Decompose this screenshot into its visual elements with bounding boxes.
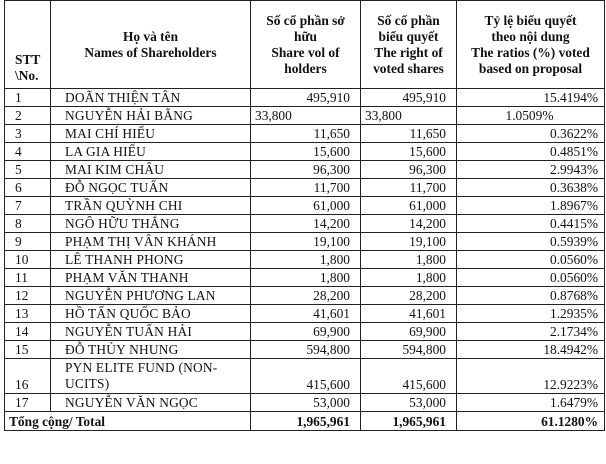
row-number: 14 [5, 323, 51, 341]
row-number: 6 [5, 179, 51, 197]
voting-ratio: 1.0509% [457, 107, 605, 125]
row-number: 12 [5, 287, 51, 305]
header-shares-line2: hữu [294, 28, 317, 44]
header-stt [5, 1, 51, 89]
shareholder-name: LÊ THANH PHONG [51, 251, 251, 269]
shareholder-table [4, 0, 605, 431]
table-row [5, 323, 605, 341]
voting-shares: 415,600 [361, 359, 457, 394]
voting-shares: 96,300 [361, 161, 457, 179]
voting-shares: 1,800 [361, 251, 457, 269]
table-row [5, 394, 605, 412]
header-votes-line2: biểu quyết [378, 28, 439, 44]
share-volume: 61,000 [251, 197, 361, 215]
voting-ratio: 0.4415% [457, 215, 605, 233]
table-row [5, 143, 605, 161]
table-row [5, 107, 605, 125]
share-volume: 53,000 [251, 394, 361, 412]
row-number: 11 [5, 269, 51, 287]
shareholder-name: ĐỖ NGỌC TUẤN [51, 179, 251, 197]
voting-shares: 1,800 [361, 269, 457, 287]
header-shares-line1: Số cổ phần sở [266, 12, 345, 28]
table-row [5, 161, 605, 179]
table-row [5, 125, 605, 143]
header-ratio-line2: theo nội dung [491, 28, 570, 44]
share-volume: 594,800 [251, 341, 361, 359]
header-votes-line1: Số cổ phần [377, 12, 440, 28]
shareholder-name: NGUYỄN VĂN NGỌC [51, 394, 251, 412]
shareholder-name: MAI KIM CHÂU [51, 161, 251, 179]
share-volume: 41,601 [251, 305, 361, 323]
voting-shares: 69,900 [361, 323, 457, 341]
shareholder-table-wrapper [4, 0, 604, 431]
voting-ratio: 1.6479% [457, 394, 605, 412]
header-ratio [457, 1, 605, 89]
voting-ratio: 0.4851% [457, 143, 605, 161]
table-row [5, 269, 605, 287]
voting-ratio: 2.9943% [457, 161, 605, 179]
row-number: 4 [5, 143, 51, 161]
row-number: 13 [5, 305, 51, 323]
header-shares-line4: holders [284, 60, 327, 76]
total-voting-shares: 1,965,961 [361, 412, 457, 431]
voting-shares: 495,910 [361, 89, 457, 107]
row-number: 2 [5, 107, 51, 125]
header-name [51, 1, 251, 89]
row-number: 1 [5, 89, 51, 107]
share-volume: 96,300 [251, 161, 361, 179]
shareholder-name: TRẦN QUỲNH CHI [51, 197, 251, 215]
shareholder-name: DOÃN THIỆN TÂN [51, 89, 251, 107]
shareholder-name: HỒ TẤN QUỐC BẢO [51, 305, 251, 323]
share-volume: 11,700 [251, 179, 361, 197]
table-row [5, 287, 605, 305]
table-row [5, 215, 605, 233]
table-row [5, 251, 605, 269]
total-label: Tổng cộng/ Total [5, 412, 251, 431]
header-ratio-line1: Tỷ lệ biểu quyết [484, 12, 577, 28]
row-number: 16 [5, 359, 51, 394]
header-stt-vi: STT [15, 52, 41, 67]
voting-ratio: 15.4194% [457, 89, 605, 107]
share-volume: 33,800 [251, 107, 361, 125]
shareholder-name: NGUYỄN PHƯƠNG LAN [51, 287, 251, 305]
table-row [5, 233, 605, 251]
header-shares [251, 1, 361, 89]
row-number: 5 [5, 161, 51, 179]
voting-shares: 594,800 [361, 341, 457, 359]
voting-shares: 28,200 [361, 287, 457, 305]
row-number: 8 [5, 215, 51, 233]
share-volume: 11,650 [251, 125, 361, 143]
voting-shares: 53,000 [361, 394, 457, 412]
table-row [5, 89, 605, 107]
voting-ratio: 12.9223% [457, 359, 605, 394]
voting-shares: 41,601 [361, 305, 457, 323]
row-number: 3 [5, 125, 51, 143]
shareholder-name: PHẠM VĂN THANH [51, 269, 251, 287]
voting-shares: 11,700 [361, 179, 457, 197]
voting-ratio: 18.4942% [457, 341, 605, 359]
header-ratio-line3: The ratios (%) voted [471, 44, 590, 60]
voting-shares: 33,800 [361, 107, 457, 125]
voting-ratio: 0.8768% [457, 287, 605, 305]
shareholder-name: NGUYỄN TUẤN HẢI [51, 323, 251, 341]
header-name-en: Names of Shareholders [84, 44, 217, 60]
voting-shares: 11,650 [361, 125, 457, 143]
shareholder-name: PYN ELITE FUND (NON-UCITS) [51, 359, 251, 394]
voting-ratio: 0.5939% [457, 233, 605, 251]
share-volume: 69,900 [251, 323, 361, 341]
shareholder-name: ĐỖ THỦY NHUNG [51, 341, 251, 359]
voting-ratio: 0.3638% [457, 179, 605, 197]
share-volume: 1,800 [251, 269, 361, 287]
row-number: 9 [5, 233, 51, 251]
share-volume: 415,600 [251, 359, 361, 394]
voting-shares: 15,600 [361, 143, 457, 161]
total-row [5, 412, 605, 431]
table-row [5, 179, 605, 197]
header-votes-line3: The right of [374, 44, 443, 60]
voting-ratio: 0.3622% [457, 125, 605, 143]
shareholder-name: NGÔ HỮU THẮNG [51, 215, 251, 233]
voting-shares: 19,100 [361, 233, 457, 251]
shareholder-name: NGUYỄN HẢI BẰNG [51, 107, 251, 125]
share-volume: 1,800 [251, 251, 361, 269]
voting-ratio: 2.1734% [457, 323, 605, 341]
share-volume: 14,200 [251, 215, 361, 233]
share-volume: 28,200 [251, 287, 361, 305]
share-volume: 15,600 [251, 143, 361, 161]
voting-ratio: 1.2935% [457, 305, 605, 323]
table-row [5, 341, 605, 359]
header-ratio-line4: based on proposal [478, 60, 583, 76]
row-number: 7 [5, 197, 51, 215]
share-volume: 495,910 [251, 89, 361, 107]
voting-shares: 61,000 [361, 197, 457, 215]
row-number: 15 [5, 341, 51, 359]
voting-ratio: 1.8967% [457, 197, 605, 215]
table-row [5, 359, 605, 394]
voting-ratio: 0.0560% [457, 251, 605, 269]
header-stt-en: \No. [15, 68, 39, 83]
row-number: 10 [5, 251, 51, 269]
shareholder-name: LA GIA HIẾU [51, 143, 251, 161]
header-votes-line4: voted shares [373, 60, 444, 76]
total-share-volume: 1,965,961 [251, 412, 361, 431]
share-volume: 19,100 [251, 233, 361, 251]
shareholder-name: MAI CHÍ HIẾU [51, 125, 251, 143]
voting-shares: 14,200 [361, 215, 457, 233]
header-shares-line3: Share vol of [271, 44, 340, 60]
table-row [5, 197, 605, 215]
table-header-row [5, 1, 605, 89]
shareholder-name: PHẠM THỊ VÂN KHÁNH [51, 233, 251, 251]
header-name-vi: Họ và tên [122, 28, 179, 44]
total-voting-ratio: 61.1280% [457, 412, 605, 431]
header-votes [361, 1, 457, 89]
voting-ratio: 0.0560% [457, 269, 605, 287]
row-number: 17 [5, 394, 51, 412]
table-row [5, 305, 605, 323]
table-body [5, 89, 605, 431]
